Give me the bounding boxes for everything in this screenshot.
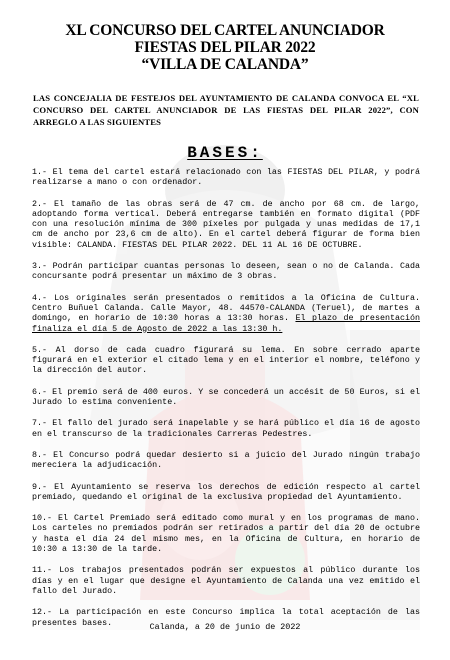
clause-3: 3.- Podrán participar cuantas personas lo deseen, sean o no de Calanda. Cada concursante podrá presentar un máximo de 3 obras. <box>32 261 420 282</box>
clause-4 <box>32 293 420 334</box>
bases-heading-text: BASES: <box>187 144 263 162</box>
clause-1: 1.- El tema del cartel estará relacionado con las FIESTAS DEL PILAR, y podrá realizarse a mano o con ordenador. <box>32 167 420 188</box>
clauses-list <box>32 167 420 639</box>
intro-paragraph: LAS CONCEJALIA DE FESTEJOS DEL AYUNTAMIENTO DE CALANDA CONVOCA EL “XL CONCURSO DEL CARTEL ANUNCIADOR DE LAS FIESTAS DEL PILAR 2022”, CON ARREGLO A LAS SIGUIENTES <box>33 93 419 127</box>
title-line-3: “VILLA DE CALANDA” <box>141 56 309 73</box>
bases-heading <box>0 144 450 162</box>
signature-date: Calanda, a 20 de junio de 2022 <box>149 622 301 632</box>
clause-9: 9.- El Ayuntamiento se reserva los derechos de edición respecto al cartel premiado, quedando el original de la exclusiva propiedad del Ayuntamiento. <box>32 481 420 502</box>
clause-10: 10.- El Cartel Premiado será editado como mural y en los programas de mano. Los carteles no premiados podrán ser retirados a partir del día 20 de octubre y hasta el día 24 del mismo mes, en la Oficina de Cultura, en horario de 10:30 a 13:30 de la tarde. <box>32 513 420 555</box>
clause-4-deadline: El plazo de presentación finaliza el día 5 de Agosto de 2022 a las 13:30 h. <box>32 313 421 334</box>
title-line-1: XL CONCURSO DEL CARTEL ANUNCIADOR <box>65 22 385 39</box>
clause-12: 12.- La participación en este Concurso implica la total aceptación de las presentes bases. <box>32 607 420 628</box>
clause-4-text: 4.- Los originales serán presentados o remitidos a la Oficina de Cultura. Centro Buñuel Calanda. Calle Mayor, 48. 44570-CALANDA (Teruel), de martes a domingo, en horario de 10:30 horas a 13:30 horas. <box>32 292 420 324</box>
clause-5: 5.- Al dorso de cada cuadro figurará su lema. En sobre cerrado aparte figurará en el exterior el citado lema y en el interior el nombre, teléfono y la dirección del autor. <box>32 344 420 376</box>
clause-8: 8.- El Concurso podrá quedar desierto si a juicio del Jurado ningún trabajo mereciera la adjudicación. <box>32 449 420 471</box>
title-line-2: FIESTAS DEL PILAR 2022 <box>134 39 316 56</box>
clause-11: 11.- Los trabajos presentados podrán ser expuestos al público durante los días y en el lugar que designe el Ayuntamiento de Calanda una vez emitido el fallo del Jurado. <box>32 565 420 596</box>
clause-6: 6.- El premio será de 400 euros. Y se concederá un accésit de 50 Euros, si el Jurado lo estima conveniente. <box>32 386 420 408</box>
clause-7: 7.- El fallo del jurado será inapelable y se hará público el día 16 de agosto en el transcurso de la tradicionales Carreras Pedestres. <box>32 418 420 439</box>
clause-2: 2.- El tamaño de las obras será de 47 cm. de ancho por 68 cm. de largo, adoptando forma vertical. Deberá entregarse también en formato digital (PDF con una resolución mínima de 300 píxeles por pulgada y unas medidas de 17,1 cm de ancho por 23,6 cm de alto). En el cartel deberá figurar de forma bien visible: CALANDA. FIESTAS DEL PILAR 2022. DEL 11 AL 16 DE OCTUBRE. <box>32 198 420 250</box>
